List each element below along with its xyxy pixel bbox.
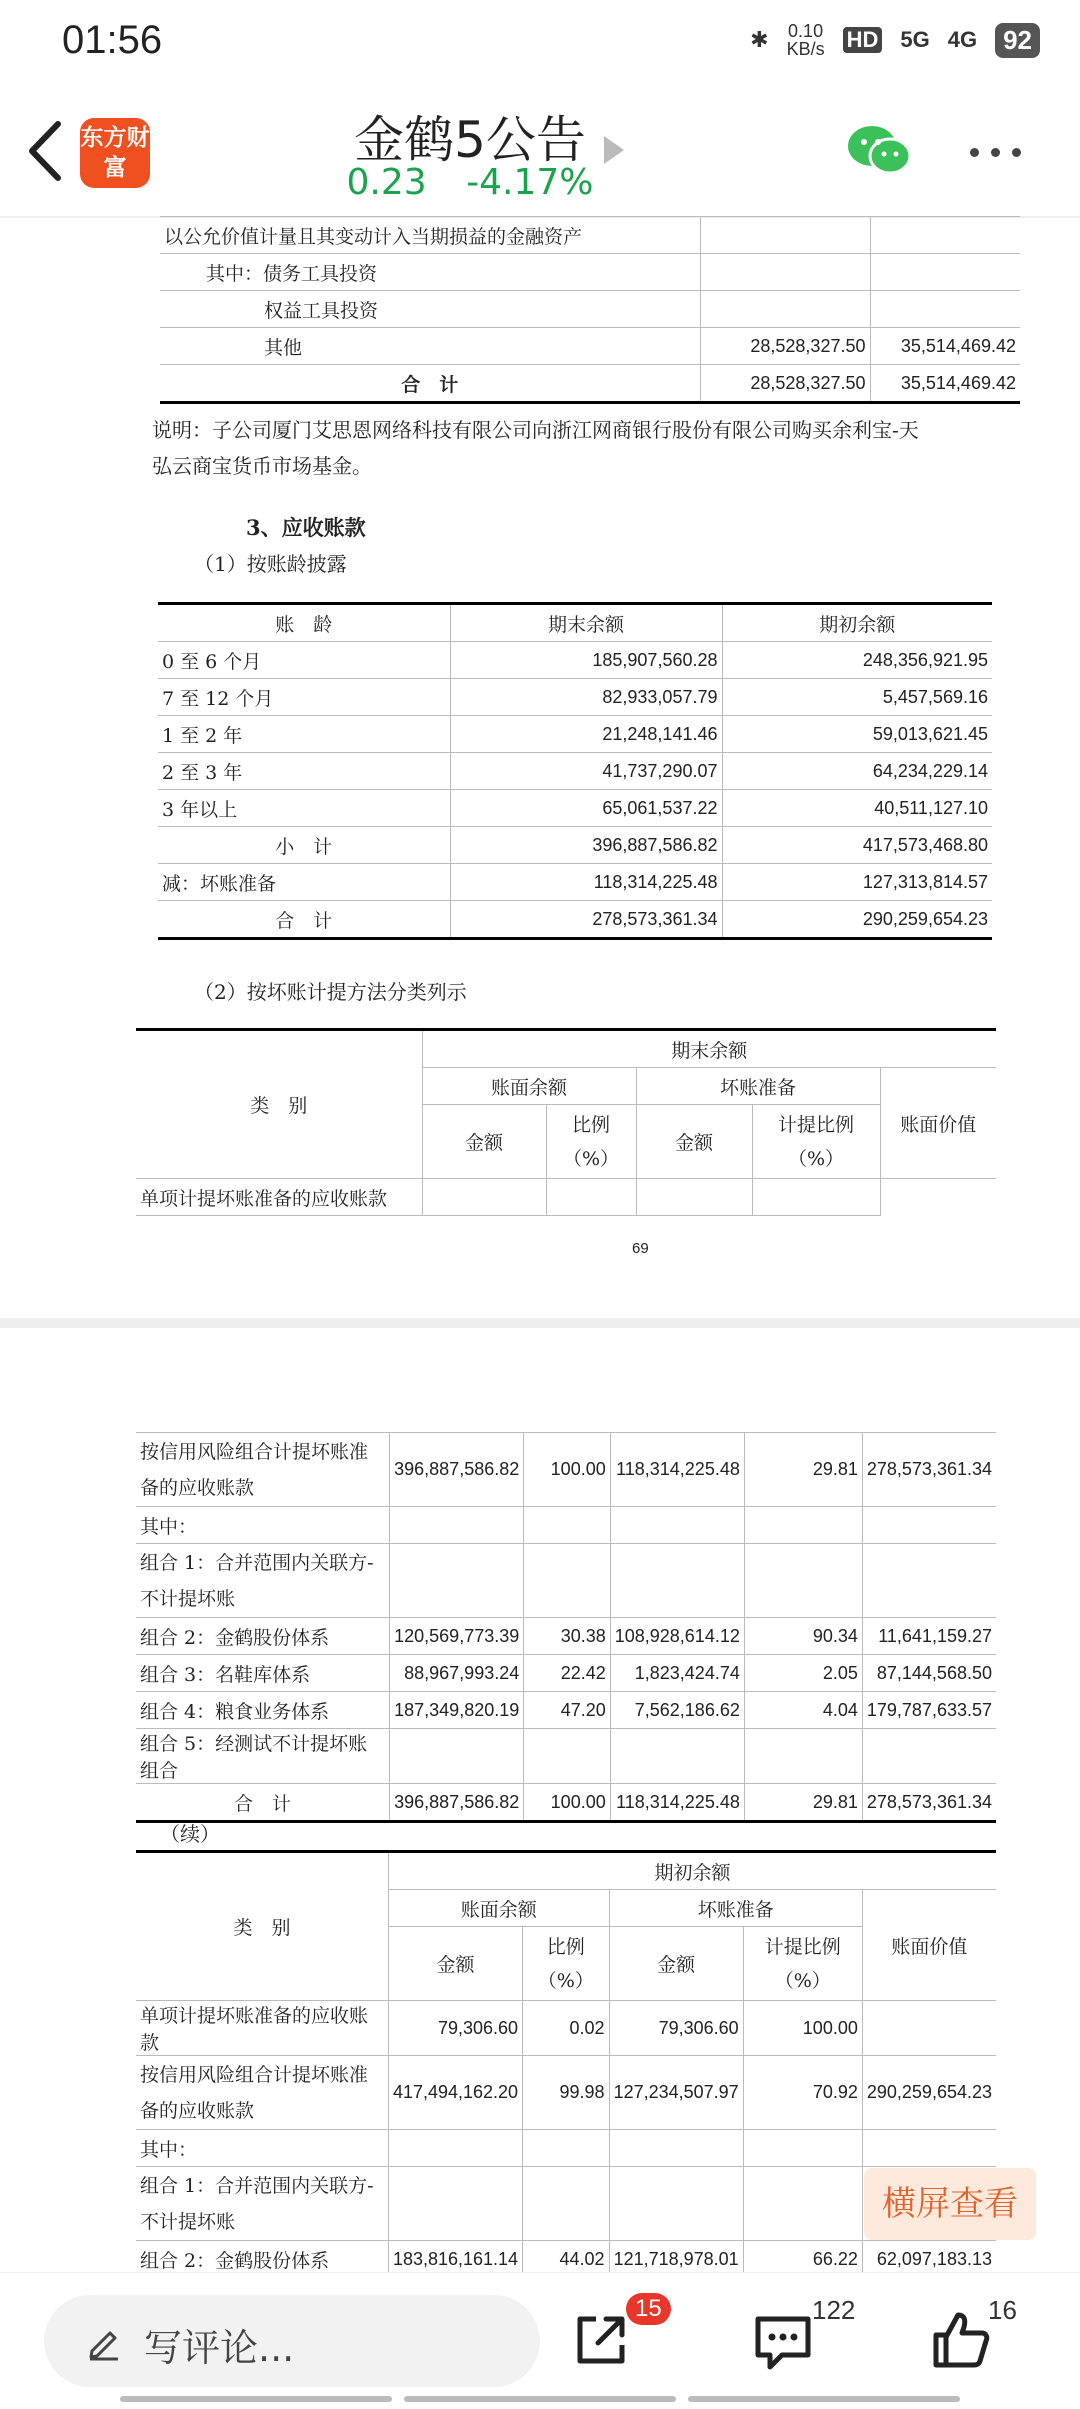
bottom-action-bar xyxy=(0,2272,1080,2409)
column-header: 坏账准备 xyxy=(609,1890,862,1927)
cell xyxy=(388,2130,522,2167)
cell xyxy=(610,1544,744,1618)
column-header: 金额 xyxy=(388,1927,522,2001)
row-label: 3 年以上 xyxy=(158,790,450,827)
bluetooth-icon: ✱ xyxy=(750,27,769,52)
cell xyxy=(523,2130,610,2167)
continued-label: （续） xyxy=(160,1822,220,1846)
table-row xyxy=(160,217,1020,254)
table-row xyxy=(158,642,992,679)
cell: 22.42 xyxy=(524,1655,610,1692)
cell: 120,569,773.39 xyxy=(390,1618,524,1655)
cell: 59,013,621.45 xyxy=(722,716,992,753)
row-label: 单项计提坏账准备的应收账款 xyxy=(136,2001,388,2056)
comment-placeholder: 写评论... xyxy=(144,2326,295,2370)
row-label: 按信用风险组合计提坏账准备的应收账款 xyxy=(136,2056,388,2130)
accrual-ratio-label: 计提比例 xyxy=(777,1113,854,1136)
aging-table xyxy=(158,602,992,940)
stock-price: 0.23 xyxy=(346,162,427,203)
cell: 11,641,159.27 xyxy=(862,1618,996,1655)
row-label: 按信用风险组合计提坏账准备的应收账款 xyxy=(136,1433,390,1507)
share-icon[interactable] xyxy=(572,2311,630,2369)
4g-signal-icon: 4G xyxy=(947,27,978,52)
table-row xyxy=(158,753,992,790)
row-label: 权益工具投资 xyxy=(160,291,700,328)
cell: 0.02 xyxy=(523,2001,610,2056)
cell: 88,967,993.24 xyxy=(390,1655,524,1692)
row-label: 其中：债务工具投资 xyxy=(160,254,700,291)
cell: 118,314,225.48 xyxy=(610,1433,744,1507)
column-header: 金额 xyxy=(422,1105,546,1179)
section-title: 3、应收账款 xyxy=(246,515,366,540)
column-header: 期初余额 xyxy=(388,1852,996,1890)
battery-icon: 92 xyxy=(995,23,1040,58)
table-header-row xyxy=(136,1030,996,1068)
pct-label: （%） xyxy=(562,1147,620,1170)
table-row xyxy=(158,790,992,827)
cell xyxy=(744,1507,862,1544)
cell: 127,234,507.97 xyxy=(609,2056,743,2130)
cell: 396,887,586.82 xyxy=(390,1433,524,1507)
table-row-total xyxy=(158,901,992,939)
comment-icon[interactable] xyxy=(752,2313,814,2371)
cell: 47.20 xyxy=(524,1692,610,1729)
cell: 29.81 xyxy=(744,1784,862,1822)
cell xyxy=(610,1507,744,1544)
pencil-icon xyxy=(84,2321,124,2361)
cell: 90.34 xyxy=(744,1618,862,1655)
column-header: 账面余额 xyxy=(422,1068,636,1105)
cell: 28,528,327.50 xyxy=(700,365,870,403)
cell xyxy=(743,2130,862,2167)
column-header xyxy=(546,1105,636,1179)
table-row xyxy=(158,864,992,901)
status-time: 01:56 xyxy=(62,18,163,62)
table-row xyxy=(136,1179,996,1216)
table-row xyxy=(136,1507,996,1544)
table-row xyxy=(136,1433,996,1507)
cell: 2.05 xyxy=(744,1655,862,1692)
cell: 185,907,560.28 xyxy=(450,642,722,679)
column-header: 账面价值 xyxy=(880,1068,996,1179)
column-header: 期初余额 xyxy=(722,604,992,642)
column-header: 账 龄 xyxy=(158,604,450,642)
cell xyxy=(743,2167,862,2241)
cell: 396,887,586.82 xyxy=(450,827,722,864)
cell: 278,573,361.34 xyxy=(862,1433,996,1507)
column-header xyxy=(743,1927,862,2001)
table-row xyxy=(136,2001,996,2056)
cell: 64,234,229.14 xyxy=(722,753,992,790)
table-row xyxy=(136,1729,996,1784)
table-row xyxy=(136,2130,996,2167)
cell: 21,248,141.46 xyxy=(450,716,722,753)
cell xyxy=(524,1507,610,1544)
ratio-label: 比例 xyxy=(571,1113,610,1136)
row-label: 其中： xyxy=(136,2130,388,2167)
cell: 248,356,921.95 xyxy=(722,642,992,679)
like-count: 16 xyxy=(988,2295,1017,2325)
status-icons xyxy=(750,22,1040,58)
cell xyxy=(390,1729,524,1784)
cell xyxy=(609,2167,743,2241)
table-row xyxy=(136,1544,996,1618)
network-speed xyxy=(787,22,825,58)
cell xyxy=(610,1729,744,1784)
cell: 118,314,225.48 xyxy=(450,864,722,901)
row-label: 合 计 xyxy=(158,901,450,939)
cell xyxy=(700,291,870,328)
cell: 290,259,654.23 xyxy=(862,2056,996,2130)
row-label: 组合 1：合并范围内关联方-不计提坏账 xyxy=(136,1544,390,1618)
comment-input[interactable] xyxy=(44,2295,540,2387)
table-row-total xyxy=(136,1784,996,1822)
speed-value: 0.10 xyxy=(788,21,824,41)
pct-label: （%） xyxy=(537,1969,594,1992)
cell xyxy=(752,1179,880,1216)
stock-change: -4.17% xyxy=(466,162,594,203)
ratio-label: 比例 xyxy=(546,1935,585,1958)
cell: 70.92 xyxy=(743,2056,862,2130)
landscape-view-button[interactable]: 横屏查看 xyxy=(864,2168,1036,2240)
table-row xyxy=(136,1692,996,1729)
cell: 100.00 xyxy=(524,1433,610,1507)
cell xyxy=(744,1544,862,1618)
row-label: 其他 xyxy=(160,328,700,365)
page-divider xyxy=(0,1318,1080,1328)
table-row xyxy=(158,827,992,864)
cell xyxy=(609,2130,743,2167)
cell: 417,494,162.20 xyxy=(388,2056,522,2130)
cell xyxy=(862,2130,996,2167)
row-label: 单项计提坏账准备的应收账款 xyxy=(136,1179,422,1216)
row-label: 1 至 2 年 xyxy=(158,716,450,753)
cell xyxy=(862,1729,996,1784)
cell xyxy=(523,2167,610,2241)
cell: 35,514,469.42 xyxy=(870,365,1020,403)
cell: 417,573,468.80 xyxy=(722,827,992,864)
cell xyxy=(390,1544,524,1618)
table-row xyxy=(136,1618,996,1655)
page-title: 金鹤5公告 xyxy=(354,111,586,169)
app-logo: 东方财富 xyxy=(80,118,150,188)
column-header xyxy=(752,1105,880,1179)
classification-table-end-cont xyxy=(136,1432,996,1823)
cell xyxy=(862,2001,996,2056)
cell xyxy=(524,1544,610,1618)
cell: 179,787,633.57 xyxy=(862,1692,996,1729)
cell: 118,314,225.48 xyxy=(610,1784,744,1822)
financial-assets-table xyxy=(160,216,1020,404)
row-label: 7 至 12 个月 xyxy=(158,679,450,716)
cell: 82,933,057.79 xyxy=(450,679,722,716)
share-badge: 15 xyxy=(626,2293,671,2325)
cell xyxy=(870,291,1020,328)
comment-count: 122 xyxy=(812,2295,856,2325)
row-label: 组合 2：金鹤股份体系 xyxy=(136,2241,388,2278)
column-header: 金额 xyxy=(636,1105,752,1179)
table-row xyxy=(160,291,1020,328)
note-line: 弘云商宝货币市场基金。 xyxy=(152,454,372,478)
home-indicator xyxy=(120,2396,960,2402)
classification-table-end xyxy=(136,1028,996,1216)
cell: 41,737,290.07 xyxy=(450,753,722,790)
cell: 127,313,814.57 xyxy=(722,864,992,901)
cell: 29.81 xyxy=(744,1433,862,1507)
table-header-row xyxy=(158,604,992,642)
cell: 100.00 xyxy=(743,2001,862,2056)
cell xyxy=(862,1544,996,1618)
cell: 187,349,820.19 xyxy=(390,1692,524,1729)
cell xyxy=(870,217,1020,254)
row-label: 合 计 xyxy=(136,1784,390,1822)
table-header-row xyxy=(136,1852,996,1890)
note-paragraph xyxy=(152,412,1012,484)
page-number: 69 xyxy=(632,1240,649,1257)
column-header: 坏账准备 xyxy=(636,1068,880,1105)
more-menu-icon[interactable] xyxy=(970,148,1021,157)
cell: 99.98 xyxy=(523,2056,610,2130)
cell: 79,306.60 xyxy=(609,2001,743,2056)
cell xyxy=(390,1507,524,1544)
cell: 7,562,186.62 xyxy=(610,1692,744,1729)
cell: 79,306.60 xyxy=(388,2001,522,2056)
cell xyxy=(862,1507,996,1544)
cell: 278,573,361.34 xyxy=(862,1784,996,1822)
cell: 40,511,127.10 xyxy=(722,790,992,827)
cell: 30.38 xyxy=(524,1618,610,1655)
column-header: 期末余额 xyxy=(450,604,722,642)
cell xyxy=(546,1179,636,1216)
cell: 108,928,614.12 xyxy=(610,1618,744,1655)
row-label: 组合 3：名鞋库体系 xyxy=(136,1655,390,1692)
row-label: 组合 5：经测试不计提坏账组合 xyxy=(136,1729,390,1784)
row-label: 减：坏账准备 xyxy=(158,864,450,901)
wechat-share-icon[interactable] xyxy=(846,122,912,178)
table-row xyxy=(160,254,1020,291)
cell xyxy=(880,1179,996,1216)
play-icon[interactable] xyxy=(604,136,624,164)
cell: 1,823,424.74 xyxy=(610,1655,744,1692)
row-label: 组合 4：粮食业务体系 xyxy=(136,1692,390,1729)
cell: 65,061,537.22 xyxy=(450,790,722,827)
cell xyxy=(524,1729,610,1784)
column-header: 类 别 xyxy=(136,1852,388,2001)
cell: 396,887,586.82 xyxy=(390,1784,524,1822)
row-label: 组合 2：金鹤股份体系 xyxy=(136,1618,390,1655)
table-row xyxy=(158,716,992,753)
cell: 100.00 xyxy=(524,1784,610,1822)
pct-label: （%） xyxy=(787,1147,845,1170)
column-header: 期末余额 xyxy=(422,1030,996,1068)
cell: 4.04 xyxy=(744,1692,862,1729)
row-label: 合 计 xyxy=(160,365,700,403)
status-bar xyxy=(0,0,1080,90)
cell xyxy=(700,217,870,254)
row-label: 小 计 xyxy=(158,827,450,864)
row-label: 0 至 6 个月 xyxy=(158,642,450,679)
note-line: 说明：子公司厦门艾思恩网络科技有限公司向浙江网商银行股份有限公司购买余利宝-天 xyxy=(152,418,919,442)
section-subtitle: （2）按坏账计提方法分类列示 xyxy=(194,980,467,1004)
back-arrow-icon[interactable] xyxy=(22,116,72,186)
cell: 278,573,361.34 xyxy=(450,901,722,939)
row-label: 2 至 3 年 xyxy=(158,753,450,790)
table-row-total xyxy=(160,365,1020,403)
hd-indicator: HD xyxy=(843,27,883,53)
table-row xyxy=(158,679,992,716)
table-row xyxy=(160,328,1020,365)
cell xyxy=(744,1729,862,1784)
stock-quote xyxy=(300,162,640,203)
column-header xyxy=(523,1927,610,2001)
table-row xyxy=(136,2056,996,2130)
column-header: 类 别 xyxy=(136,1030,422,1179)
cell: 28,528,327.50 xyxy=(700,328,870,365)
speed-unit: KB/s xyxy=(786,39,825,59)
accrual-ratio-label: 计提比例 xyxy=(764,1935,841,1958)
cell xyxy=(422,1179,546,1216)
thumbs-up-icon[interactable] xyxy=(930,2309,992,2371)
row-label: 其中： xyxy=(136,1507,390,1544)
cell: 66.22 xyxy=(743,2241,862,2278)
column-header: 金额 xyxy=(609,1927,743,2001)
5g-signal-icon: 5G xyxy=(900,27,930,52)
cell xyxy=(636,1179,752,1216)
cell: 62,097,183.13 xyxy=(862,2241,996,2278)
cell: 87,144,568.50 xyxy=(862,1655,996,1692)
pct-label: （%） xyxy=(774,1969,831,1992)
row-label: 以公允价值计量且其变动计入当期损益的金融资产 xyxy=(160,217,700,254)
cell xyxy=(388,2167,522,2241)
column-header: 账面余额 xyxy=(388,1890,609,1927)
row-label: 组合 1：合并范围内关联方-不计提坏账 xyxy=(136,2167,388,2241)
section-subtitle: （1）按账龄披露 xyxy=(194,552,347,576)
cell xyxy=(870,254,1020,291)
app-header xyxy=(0,90,1080,218)
cell: 35,514,469.42 xyxy=(870,328,1020,365)
cell: 5,457,569.16 xyxy=(722,679,992,716)
cell: 290,259,654.23 xyxy=(722,901,992,939)
cell: 121,718,978.01 xyxy=(609,2241,743,2278)
column-header: 账面价值 xyxy=(862,1890,996,2001)
cell: 44.02 xyxy=(523,2241,610,2278)
table-row xyxy=(136,1655,996,1692)
cell xyxy=(700,254,870,291)
cell: 183,816,161.14 xyxy=(388,2241,522,2278)
